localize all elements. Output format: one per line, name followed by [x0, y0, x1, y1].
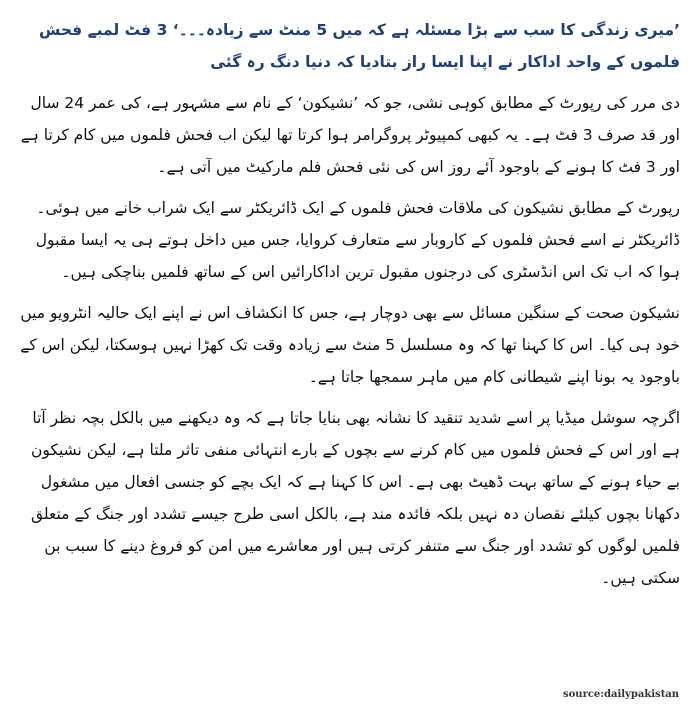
paragraph-1: دی مرر کی رپورٹ کے مطابق کوہی نشی، جو کہ ’نشیکون‘ کے نام سے مشہور ہے، کی عمر 24 سال اور قد صرف 3 فٹ ہے۔ یہ کبھی کمپیوٹر پروگرامر ہوا کرتا تھا لیکن اب فحش فلموں میں کام کرتا ہے اور 3 فٹ کا ہونے کے باوجود آئے روز اس کی نئی فحش فلم مارکیٹ میں آتی ہے۔	[20, 94, 680, 176]
article-headline: ’میری زندگی کا سب سے بڑا مسئلہ ہے کہ میں 5 منٹ سے زیادہ۔۔۔‘ 3 فٹ لمبے فحش فلموں کے واحد اداکار نے اپنا ایسا راز بتادیا کہ دنیا دنگ رہ گئی	[38, 21, 680, 71]
paragraph-4: اگرچہ سوشل میڈیا پر اسے شدید تنقید کا نشانہ بھی بنایا جاتا ہے کہ وہ دیکھنے میں بالکل بچہ نظر آتا ہے اور اس کے فحش فلموں میں کام کرنے سے بچوں کے بارے انتہائی منفی تاثر ملتا ہے، لیکن نشیکون بے حیاء ہونے کے ساتھ بہت ڈھیٹ بھی ہے۔ اس کا کہنا ہے کہ ایک بچے کو جنسی افعال میں مشغول دکھانا بچوں کیلئے نقصان دہ نہیں بلکہ فائدہ مند ہے، بالکل اسی طرح جیسے تشدد اور جنگ کے متعلق فلمیں لوگوں کو تشدد اور جنگ سے متنفر کرتی ہیں اور معاشرے میں امن کو فروغ دینے کا سبب بن سکتی ہیں۔	[30, 409, 680, 587]
spacer	[16, 78, 680, 87]
spacer	[16, 288, 680, 297]
spacer	[16, 183, 680, 192]
paragraph-3: نشیکون صحت کے سنگین مسائل سے بھی دوچار ہے، جس کا انکشاف اس نے اپنے ایک حالیہ انٹرویو میں خود ہی کیا۔ اس کا کہنا تھا کہ وہ مسلسل 5 منٹ سے زیادہ وقت تک کھڑا نہیں ہوسکتا، لیکن اس کے باوجود یہ بونا اپنے شیطانی کام میں ماہر سمجھا جاتا ہے۔	[20, 304, 680, 386]
spacer	[16, 393, 680, 402]
source-credit: source:dailypakistan	[563, 689, 680, 700]
paragraph-2: رپورٹ کے مطابق نشیکون کی ملاقات فحش فلموں کے ایک ڈائریکٹر سے ایک شراب خانے میں ہوئی۔ ڈائریکٹر نے اسے فحش فلموں کے کاروبار سے متعارف کروایا، جس میں داخل ہوتے ہی یہ ایسا مقبول ہوا کہ اب تک اس انڈسٹری کی درجنوں مقبول ترین اداکارائیں اس کے ساتھ فلمیں بناچکی ہیں۔	[35, 199, 680, 281]
